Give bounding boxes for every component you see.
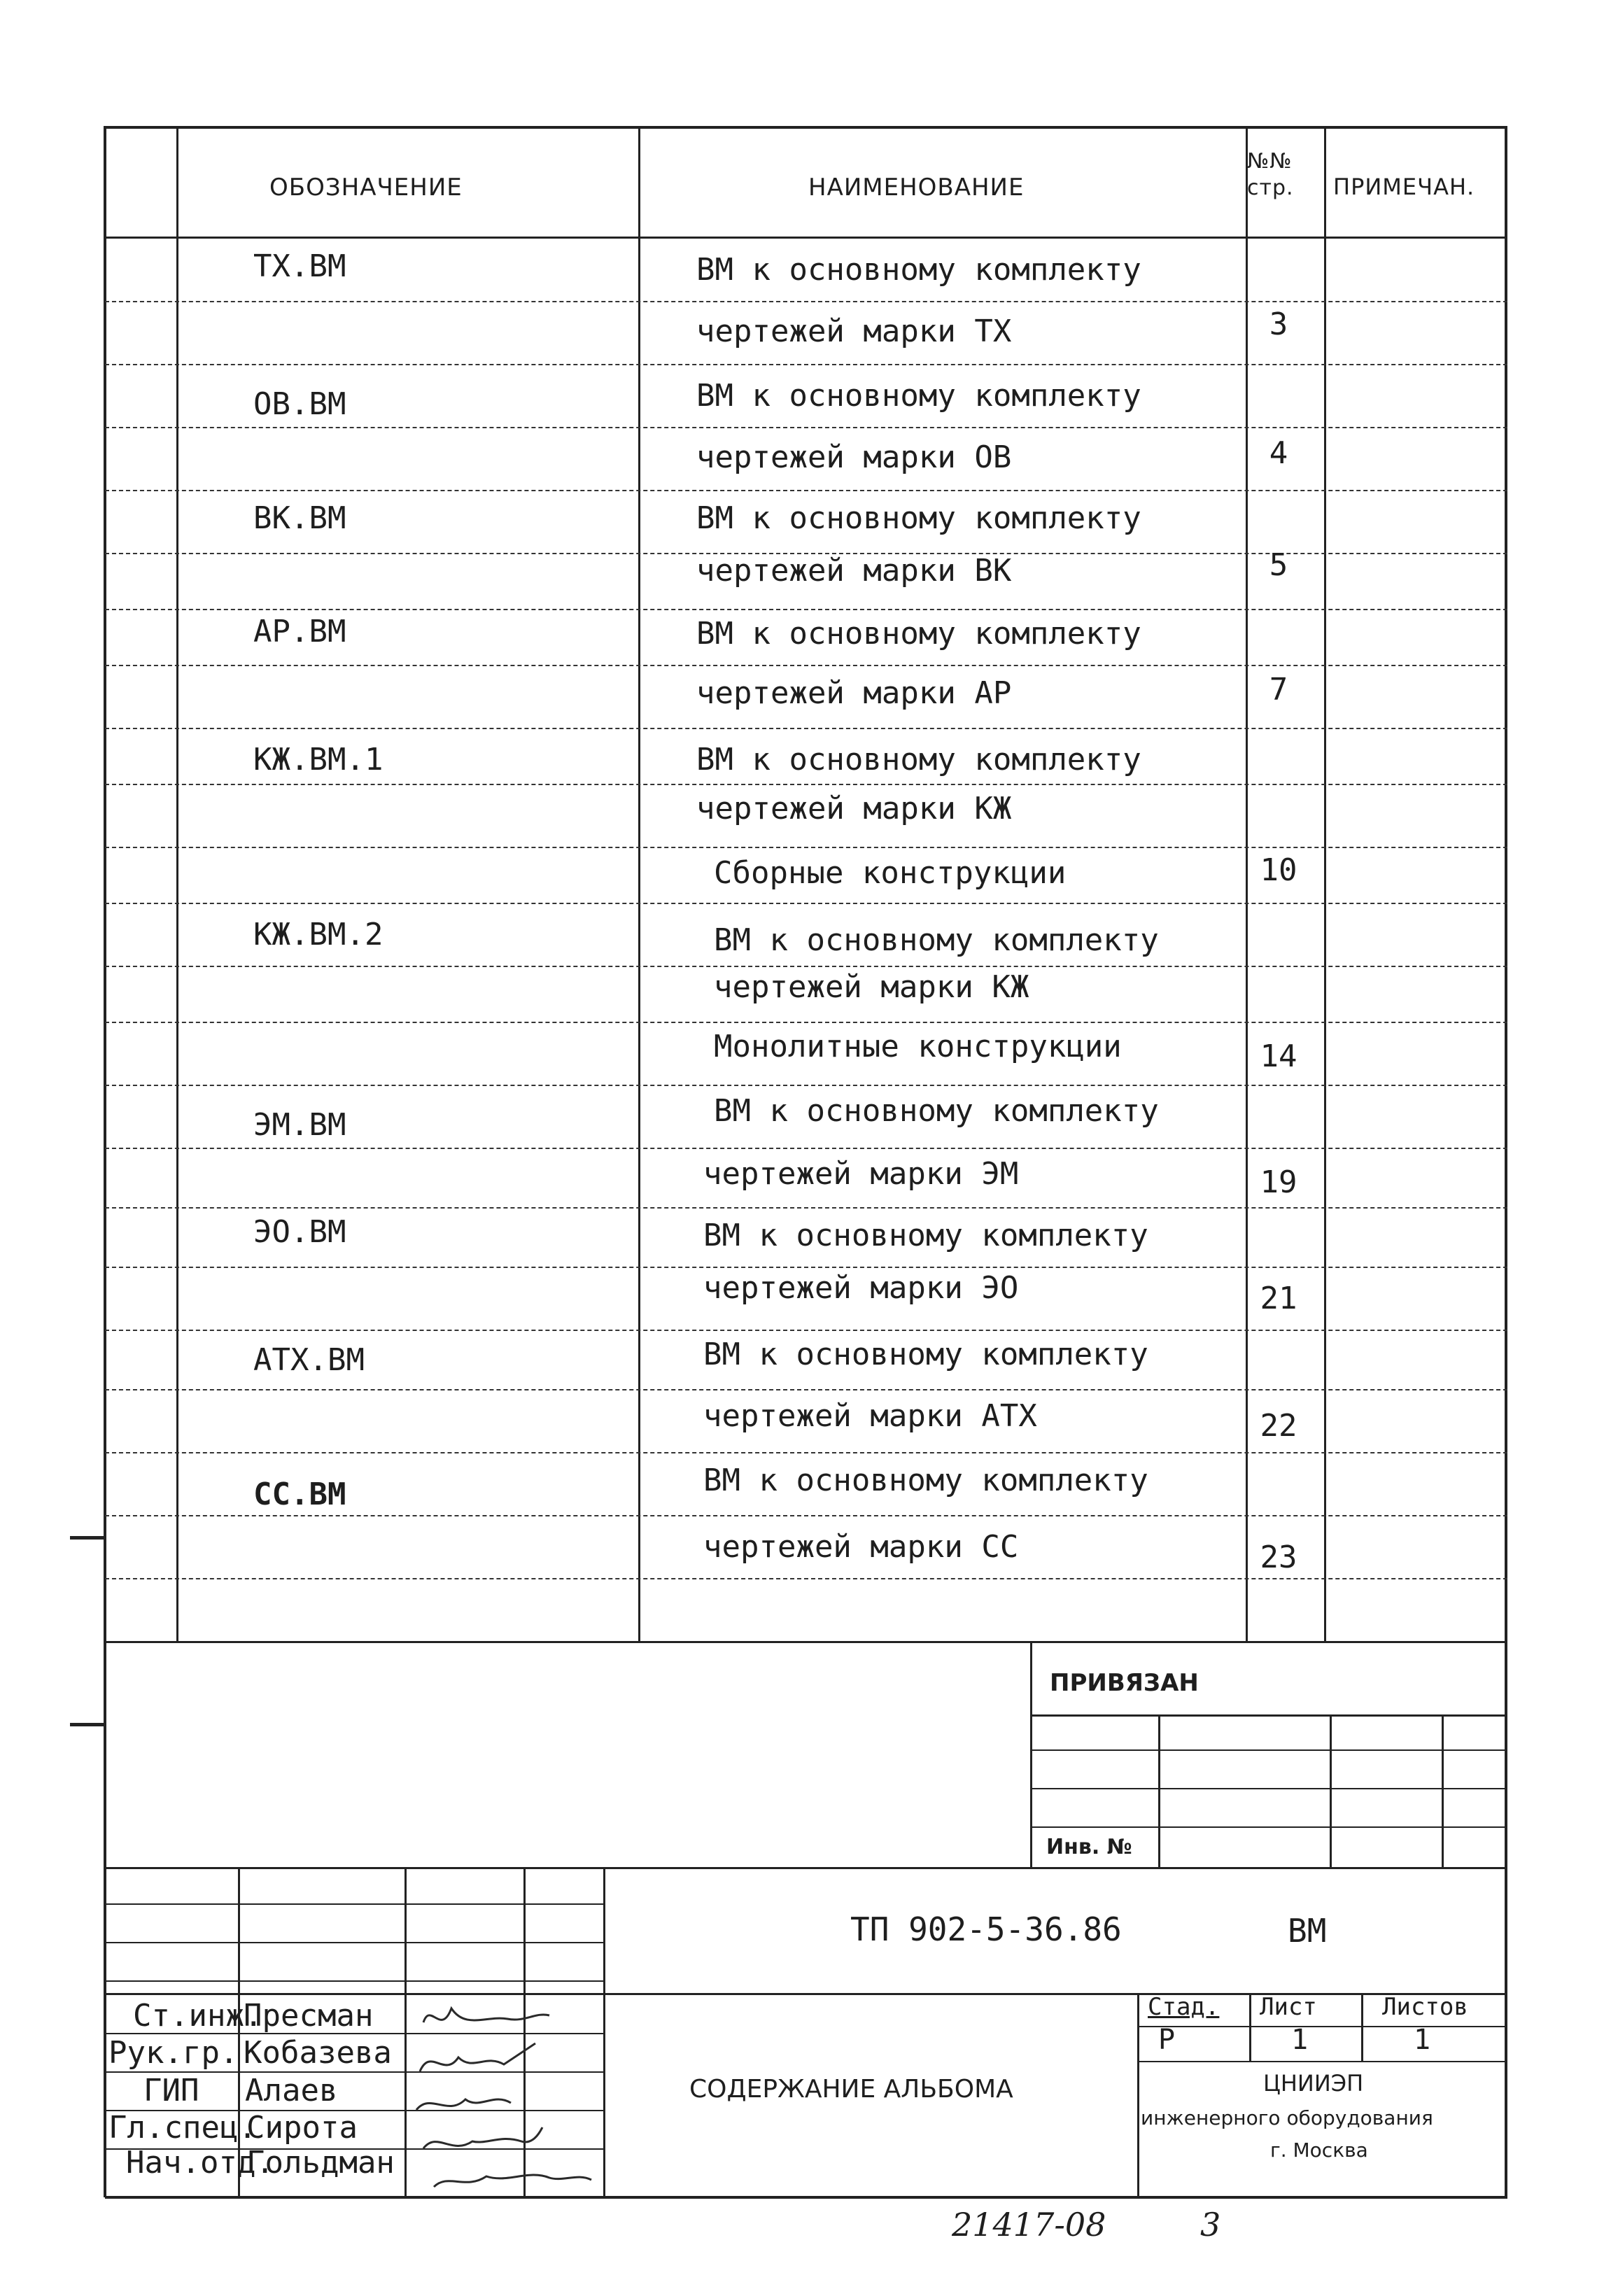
signatures-graphic [409,1994,605,2194]
header-name: НАИМЕНОВАНИЕ [808,174,1025,202]
row-name: чертежей марки АР [696,675,1012,711]
row-name: чертежей марки АТХ [703,1398,1037,1434]
row-page: 19 [1260,1164,1297,1200]
sheet-label: Лист [1260,1993,1317,2021]
signer-role: Ст.инж. [133,1998,263,2034]
signer-role: Рук.гр. [108,2035,239,2071]
row-name: чертежей марки СС [703,1529,1019,1565]
row-code: АР.ВМ [253,614,346,649]
row-name: ВМ к основному комплекту [703,1218,1148,1253]
row-page: 22 [1260,1408,1297,1444]
margin-mark [70,1723,106,1726]
row-code: ТХ.ВМ [253,248,346,284]
sheets-value: 1 [1414,2024,1431,2056]
org-city: г. Москва [1270,2139,1368,2162]
binding-label: ПРИВЯЗАН [1050,1669,1199,1697]
row-page: 7 [1269,672,1288,707]
row-name: чертежей марки ЭМ [703,1156,1019,1192]
signer-role: Гл.спец. [108,2110,257,2146]
row-name: ВМ к основному комплекту [696,616,1141,652]
row-page: 14 [1260,1038,1297,1074]
row-page: 4 [1269,435,1288,471]
row-name: Монолитные конструкции [714,1029,1122,1064]
row-code: ОВ.ВМ [253,386,346,422]
row-name: чертежей марки КЖ [696,791,1012,826]
row-code: ЭМ.ВМ [253,1107,346,1143]
signer-role: ГИП [143,2073,199,2108]
row-name: чертежей марки ЭО [703,1270,1019,1306]
sheets-label: Листов [1382,1993,1468,2021]
row-name: ВМ к основному комплекту [703,1463,1148,1498]
header-note: ПРИМЕЧАН. [1333,174,1475,200]
row-code: ЭО.ВМ [253,1214,346,1250]
row-page: 23 [1260,1540,1297,1575]
row-code: КЖ.ВМ.1 [253,742,384,777]
document-mark: ВМ [1288,1912,1327,1950]
row-name: ВМ к основному комплекту [696,378,1141,414]
row-name: ВМ к основному комплекту [696,252,1141,288]
row-code: АТХ.ВМ [253,1342,365,1378]
signer-name: Сирота [246,2110,358,2146]
signer-name: Пресман [244,1998,374,2034]
inventory-label: Инв. № [1046,1835,1132,1859]
row-name: ВМ к основному комплекту [696,500,1141,536]
signer-name: Гольдман [246,2145,395,2181]
row-code: ВК.ВМ [253,500,346,536]
stage-value: Р [1158,2024,1176,2056]
row-code: КЖ.ВМ.2 [253,917,384,952]
row-page: 10 [1260,852,1297,888]
row-name: чертежей марки ОВ [696,439,1012,475]
stamp-number: 21417-08 [952,2206,1106,2244]
row-page: 5 [1269,547,1288,583]
margin-mark [70,1536,106,1540]
row-name: чертежей марки КЖ [714,969,1029,1005]
row-name: чертежей марки ВК [696,553,1012,589]
org-name: ЦНИИЭП [1263,2070,1364,2097]
header-designation: ОБОЗНАЧЕНИЕ [269,174,463,202]
sheet-value: 1 [1291,2024,1309,2056]
row-code: СС.ВМ [253,1477,346,1512]
document-title: СОДЕРЖАНИЕ АЛЬБОМА [689,2075,1013,2104]
header-page: №№ стр. [1247,149,1294,200]
page-number: 3 [1200,2206,1221,2244]
row-name: ВМ к основному комплекту [714,922,1159,958]
row-name: ВМ к основному комплекту [696,742,1141,777]
signer-name: Алаев [245,2073,338,2108]
signer-role: Нач.отд. [126,2145,274,2181]
row-name: Сборные конструкции [714,855,1067,891]
org-line2: инженерного оборудования [1141,2106,1433,2129]
row-name: ВМ к основному комплекту [703,1337,1148,1372]
row-name: ВМ к основному комплекту [714,1093,1159,1129]
row-name: чертежей марки ТХ [696,314,1012,349]
document-code: ТП 902-5-36.86 [850,1910,1122,1948]
stage-label: Стад. [1148,1993,1220,2021]
row-page: 21 [1260,1281,1297,1316]
signer-name: Кобазева [244,2035,392,2071]
row-page: 3 [1269,307,1288,342]
